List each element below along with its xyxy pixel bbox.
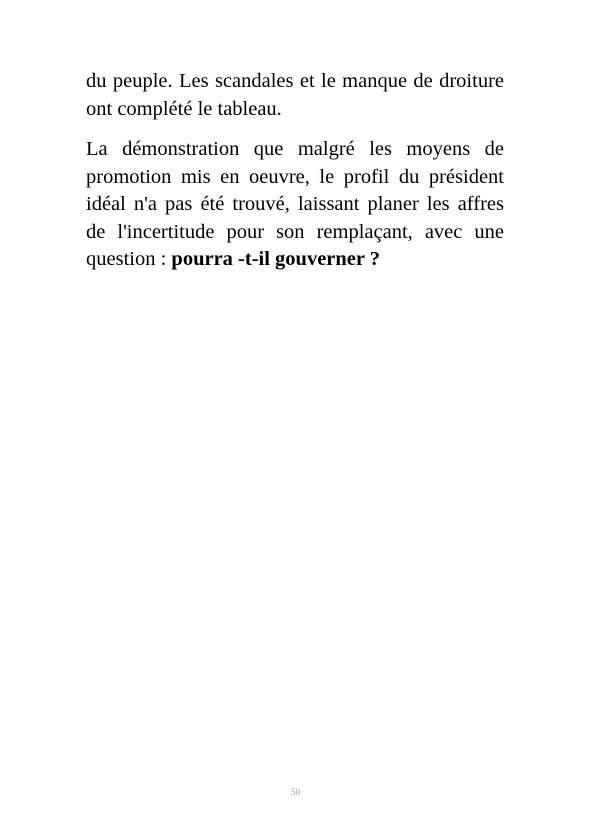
- paragraph-1-text: du peuple. Les scandales et le manque de droiture ont complété le tableau.: [86, 70, 504, 120]
- paragraph-2-question: pourra -t-il gouverner ?: [171, 248, 380, 270]
- paragraph-1: [86, 68, 504, 123]
- paragraph-2-text: La démonstration que malgré les moyens de promotion mis en oeuvre, le profil du président idéal n'a pas été trouvé, laissant planer les affres de l'incertitude pour son remplaçant, avec une question :: [86, 138, 504, 270]
- page-number: 50: [291, 787, 300, 797]
- page-body: [86, 68, 504, 287]
- paragraph-2: [86, 136, 504, 274]
